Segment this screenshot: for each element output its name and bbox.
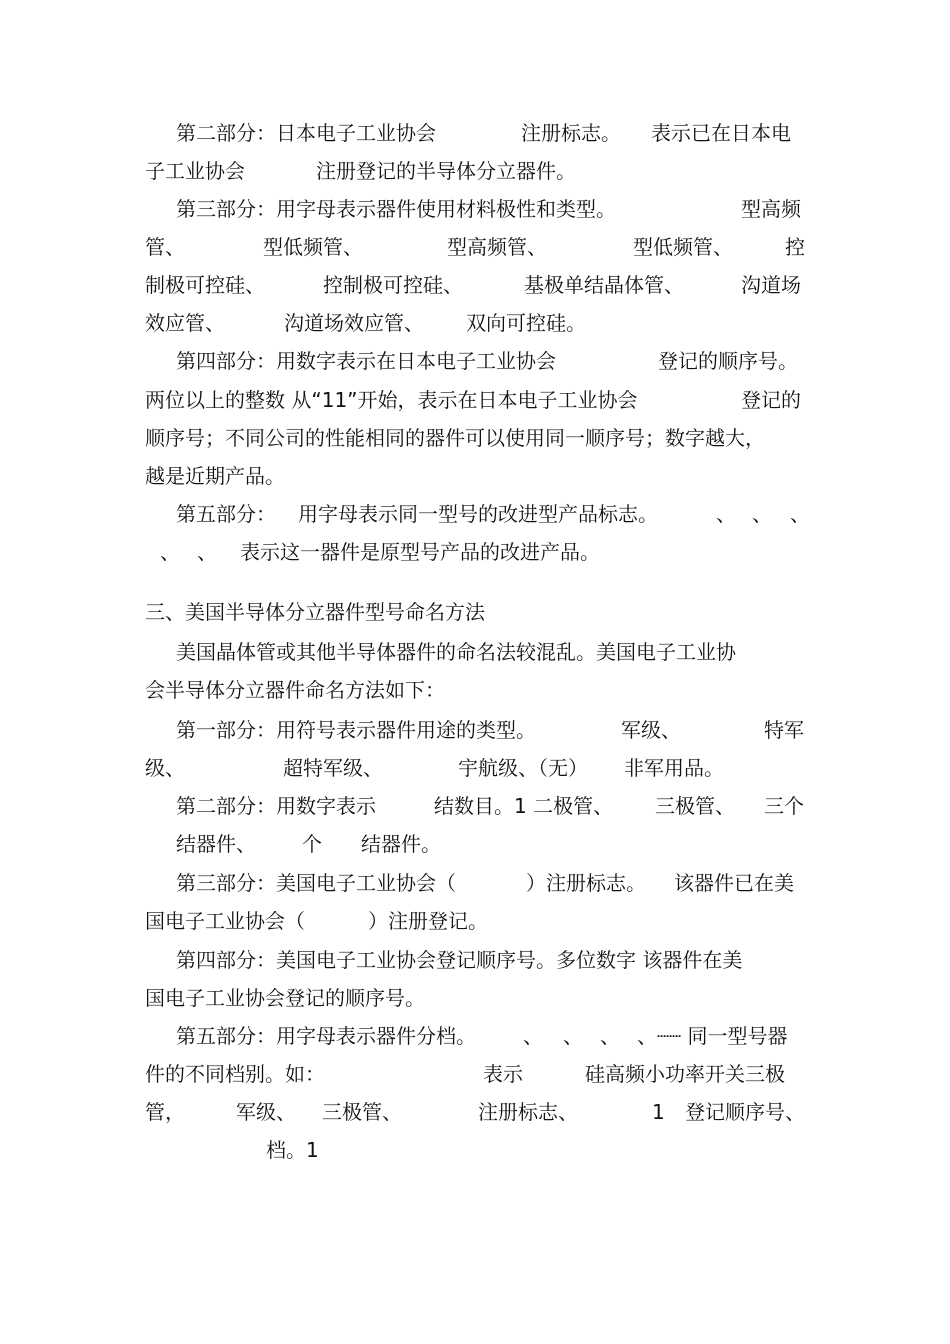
text-segment: ）注册登记。: [368, 909, 488, 933]
text-segment: 管，: [145, 1100, 185, 1124]
text-segment: 双向可控硅。: [466, 311, 586, 335]
text-segment: 第五部分：: [176, 502, 276, 526]
text-segment: 型低频管、: [633, 235, 733, 259]
text-segment: 军级、: [621, 718, 681, 742]
text-segment: 注册标志、: [478, 1100, 578, 1124]
text-line: [0, 342, 950, 380]
text-segment: 表示这一器件是原型号产品的改进产品。: [240, 540, 600, 564]
text-line: [0, 1017, 950, 1055]
text-segment: 非军用品。: [624, 756, 724, 780]
text-segment: 个: [302, 832, 322, 856]
text-line: [0, 1093, 950, 1131]
text-segment: 两位以上的整数 从“11”开始，表示在日本电子工业协会: [145, 388, 638, 412]
text-segment: 越是近期产品。: [145, 464, 285, 488]
text-segment: 、: [160, 540, 180, 564]
text-line: [0, 1131, 950, 1169]
text-segment: 硅高频小功率开关三极: [585, 1062, 785, 1086]
text-segment: ）注册标志。: [526, 871, 646, 895]
text-segment: 三极管、: [655, 794, 735, 818]
text-segment: 国电子工业协会（: [145, 909, 305, 933]
text-segment: 国电子工业协会登记的顺序号。: [145, 986, 425, 1010]
text-segment: 登记的顺序号。: [658, 349, 798, 373]
text-segment: 三极管、: [322, 1100, 402, 1124]
text-segment: 登记顺序号、: [685, 1100, 805, 1124]
text-segment: 、┈┈ 同一型号器: [637, 1024, 788, 1048]
text-segment: 表示已在日本电: [651, 121, 791, 145]
text-line: [0, 1055, 950, 1093]
text-line: [0, 495, 950, 533]
text-segment: 宇航级、（无）: [458, 756, 588, 780]
text-segment: 表示: [483, 1062, 523, 1086]
text-segment: 第三部分：美国电子工业协会（: [176, 871, 456, 895]
text-segment: 件的不同档别。如：: [145, 1062, 325, 1086]
text-segment: 顺序号；不同公司的性能相同的器件可以使用同一顺序号；数字越大，: [145, 426, 765, 450]
text-line: [0, 190, 950, 228]
text-line: [0, 979, 950, 1017]
text-segment: 型高频: [741, 197, 801, 221]
text-line: [0, 152, 950, 190]
text-segment: 第四部分：美国电子工业协会登记顺序号。多位数字 该器件在美: [176, 948, 743, 972]
text-segment: 第一部分：用符号表示器件用途的类型。: [176, 718, 536, 742]
text-line: [0, 941, 950, 979]
text-segment: 控制极可控硅、: [323, 273, 463, 297]
text-segment: 特军: [764, 718, 804, 742]
text-segment: 、: [197, 540, 217, 564]
text-line: [0, 533, 950, 571]
text-segment: 型高频管、: [447, 235, 547, 259]
text-segment: 基极单结晶体管、: [524, 273, 684, 297]
text-segment: 第三部分：用字母表示器件使用材料极性和类型。: [176, 197, 616, 221]
text-segment: 效应管、: [145, 311, 225, 335]
text-line: [0, 711, 950, 749]
text-segment: 、: [752, 502, 772, 526]
text-segment: 注册登记的半导体分立器件。: [316, 159, 576, 183]
text-segment: 结数目。1 二极管、: [434, 794, 614, 818]
text-line: [0, 825, 950, 863]
text-segment: 第四部分：用数字表示在日本电子工业协会: [176, 349, 556, 373]
text-segment: 注册标志。: [521, 121, 621, 145]
text-line: [0, 633, 950, 671]
text-segment: 档。1: [266, 1138, 319, 1162]
text-segment: 沟道场: [741, 273, 801, 297]
text-line: [0, 593, 950, 631]
text-line: [0, 457, 950, 495]
text-segment: 美国晶体管或其他半导体器件的命名法较混乱。美国电子工业协: [176, 640, 736, 664]
text-segment: 该器件已在美: [674, 871, 794, 895]
text-line: [0, 266, 950, 304]
text-segment: 三、美国半导体分立器件型号命名方法: [145, 600, 485, 624]
text-segment: 1: [652, 1100, 665, 1124]
text-line: [0, 304, 950, 342]
text-segment: 、: [716, 502, 736, 526]
text-segment: 第二部分：日本电子工业协会: [176, 121, 436, 145]
text-segment: 第五部分：用字母表示器件分档。: [176, 1024, 476, 1048]
text-segment: 、: [563, 1024, 583, 1048]
text-segment: 控: [785, 235, 805, 259]
text-segment: 结器件。: [361, 832, 441, 856]
text-line: [0, 902, 950, 940]
text-segment: 、: [600, 1024, 620, 1048]
text-line: [0, 787, 950, 825]
text-segment: 、: [523, 1024, 543, 1048]
text-segment: 超特军级、: [283, 756, 383, 780]
text-line: [0, 381, 950, 419]
text-line: [0, 671, 950, 709]
text-line: [0, 864, 950, 902]
text-segment: 子工业协会: [145, 159, 245, 183]
text-segment: 沟道场效应管、: [284, 311, 424, 335]
text-line: [0, 228, 950, 266]
text-segment: 第二部分：用数字表示: [176, 794, 376, 818]
text-segment: 管、: [145, 235, 185, 259]
text-segment: 会半导体分立器件命名方法如下：: [145, 678, 445, 702]
text-segment: 登记的: [741, 388, 801, 412]
text-segment: 军级、: [236, 1100, 296, 1124]
text-segment: 三个: [764, 794, 804, 818]
text-line: [0, 114, 950, 152]
text-segment: 、: [790, 502, 810, 526]
text-line: [0, 419, 950, 457]
text-segment: 级、: [145, 756, 185, 780]
text-segment: 型低频管、: [263, 235, 363, 259]
text-segment: 用字母表示同一型号的改进型产品标志。: [298, 502, 658, 526]
text-line: [0, 749, 950, 787]
text-segment: 制极可控硅、: [145, 273, 265, 297]
text-segment: 结器件、: [176, 832, 256, 856]
